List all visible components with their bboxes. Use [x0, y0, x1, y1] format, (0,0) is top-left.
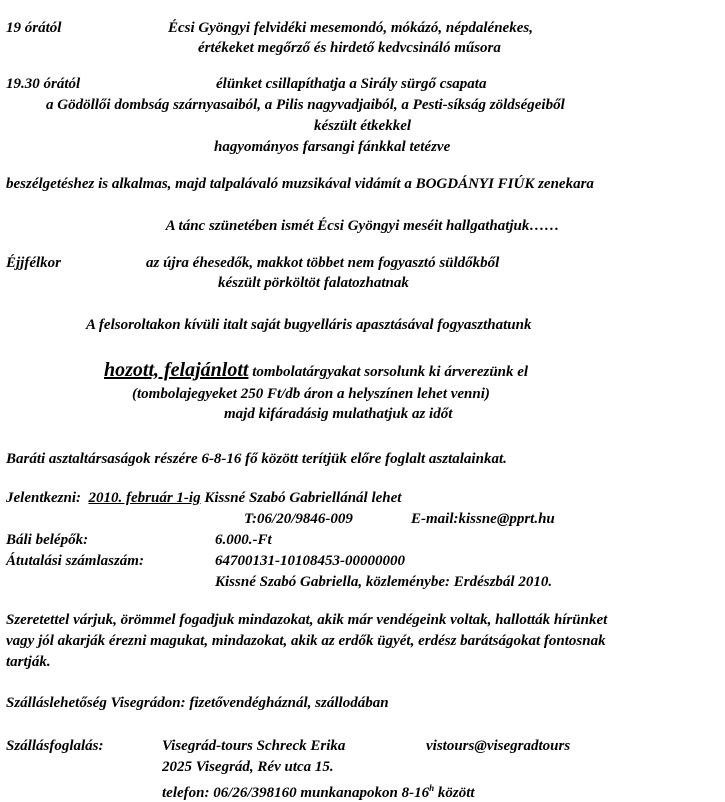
- register-email: E-mail:kissne@pprt.hu: [411, 511, 555, 527]
- ticket-value: 6.000.-Ft: [215, 532, 272, 548]
- register-date: 2010. február 1-ig: [88, 490, 201, 506]
- booking-phone-suffix: között: [434, 785, 475, 801]
- tombola-line1: [104, 358, 528, 384]
- time-midnight: Éjjfélkor: [6, 255, 61, 271]
- midnight-line2: készült pörköltöt falatozhatnak: [218, 275, 409, 291]
- tombola-line3: majd kifáradásig mulathatjuk az időt: [224, 406, 453, 422]
- booking-name: Visegrád-tours Schreck Erika: [162, 738, 346, 754]
- welcome-line2: vagy jól akarják érezni magukat, mindazokat, akik az erdők ügyét, erdész barátságokat fontosnak: [6, 633, 606, 649]
- program-19-line2: értékeket megőrző és hirdető kedvcsináló műsora: [198, 40, 501, 56]
- band-line: beszélgetéshez is alkalmas, majd talpalávaló muzsikával vidámít a BOGDÁNYI FIÚK zenekara: [6, 176, 594, 192]
- transfer-account: 64700131-10108453-00000000: [215, 553, 405, 569]
- booking-label: Szállásfoglalás:: [6, 738, 104, 754]
- register-label: Jelentkezni:: [6, 490, 81, 506]
- welcome-line1: Szeretettel várjuk, örömmel fogadjuk mindazokat, akik már vendégeink voltak, hallották hírünket: [6, 612, 608, 628]
- booking-phone-main: telefon: 06/26/398160 munkanapokon 8-16: [162, 785, 430, 801]
- tables-line: Baráti asztaltársaságok részére 6-8-16 fő között terítjük előre foglalt asztalainkat.: [6, 451, 507, 467]
- tombola-rest: tombolatárgyakat sorsolunk ki árverezünk el: [248, 364, 529, 380]
- midnight-line1: az újra éhesedők, makkot többet nem fogyasztó süldőkből: [146, 255, 500, 271]
- program-19-line1: Écsi Gyöngyi felvidéki mesemondó, mókázó, népdalénekes,: [168, 20, 533, 36]
- booking-email: vistours@visegradtours: [426, 738, 571, 754]
- booking-address: 2025 Visegrád, Rév utca 15.: [162, 759, 334, 775]
- pause-line: A tánc szünetében ismét Écsi Gyöngyi meséit hallgathatjuk……: [165, 218, 560, 234]
- tombola-lead: hozott, felajánlott: [104, 359, 249, 381]
- transfer-note: Kissné Szabó Gabriella, közleménybe: Erdészbál 2010.: [215, 574, 553, 590]
- welcome-line3: tartják.: [6, 654, 51, 670]
- dinner-line1: élünket csillapíthatja a Sirály sürgő csapata: [216, 76, 487, 92]
- register-who: Kissné Szabó Gabriellánál lehet: [200, 490, 402, 506]
- dinner-line3: készült étkekkel: [313, 118, 412, 134]
- dinner-line2: a Gödöllői dombság szárnyasaiból, a Pilis nagyvadjaiból, a Pesti-síkság zöldségeiből: [46, 97, 565, 113]
- register-line: [6, 490, 401, 507]
- lodging-line: Szálláslehetőség Visegrádon: fizetővendégháznál, szállodában: [6, 695, 389, 711]
- time-1930: 19.30 órától: [6, 76, 81, 92]
- transfer-label: Átutalási számlaszám:: [6, 553, 144, 569]
- time-19: 19 órától: [6, 20, 62, 36]
- booking-phone: [162, 780, 475, 802]
- register-phone: T:06/20/9846-009: [244, 511, 353, 527]
- ticket-label: Báli belépők:: [6, 532, 89, 548]
- tombola-line2: (tombolajegyeket 250 Ft/db áron a helyszínen lehet venni): [132, 386, 490, 402]
- drinks-line: A felsoroltakon kívüli italt saját bugyelláris apasztásával fogyaszthatunk: [86, 317, 532, 333]
- dinner-line4: hagyományos farsangi fánkkal tetézve: [214, 139, 451, 155]
- booking-phone-sup: h: [429, 783, 435, 793]
